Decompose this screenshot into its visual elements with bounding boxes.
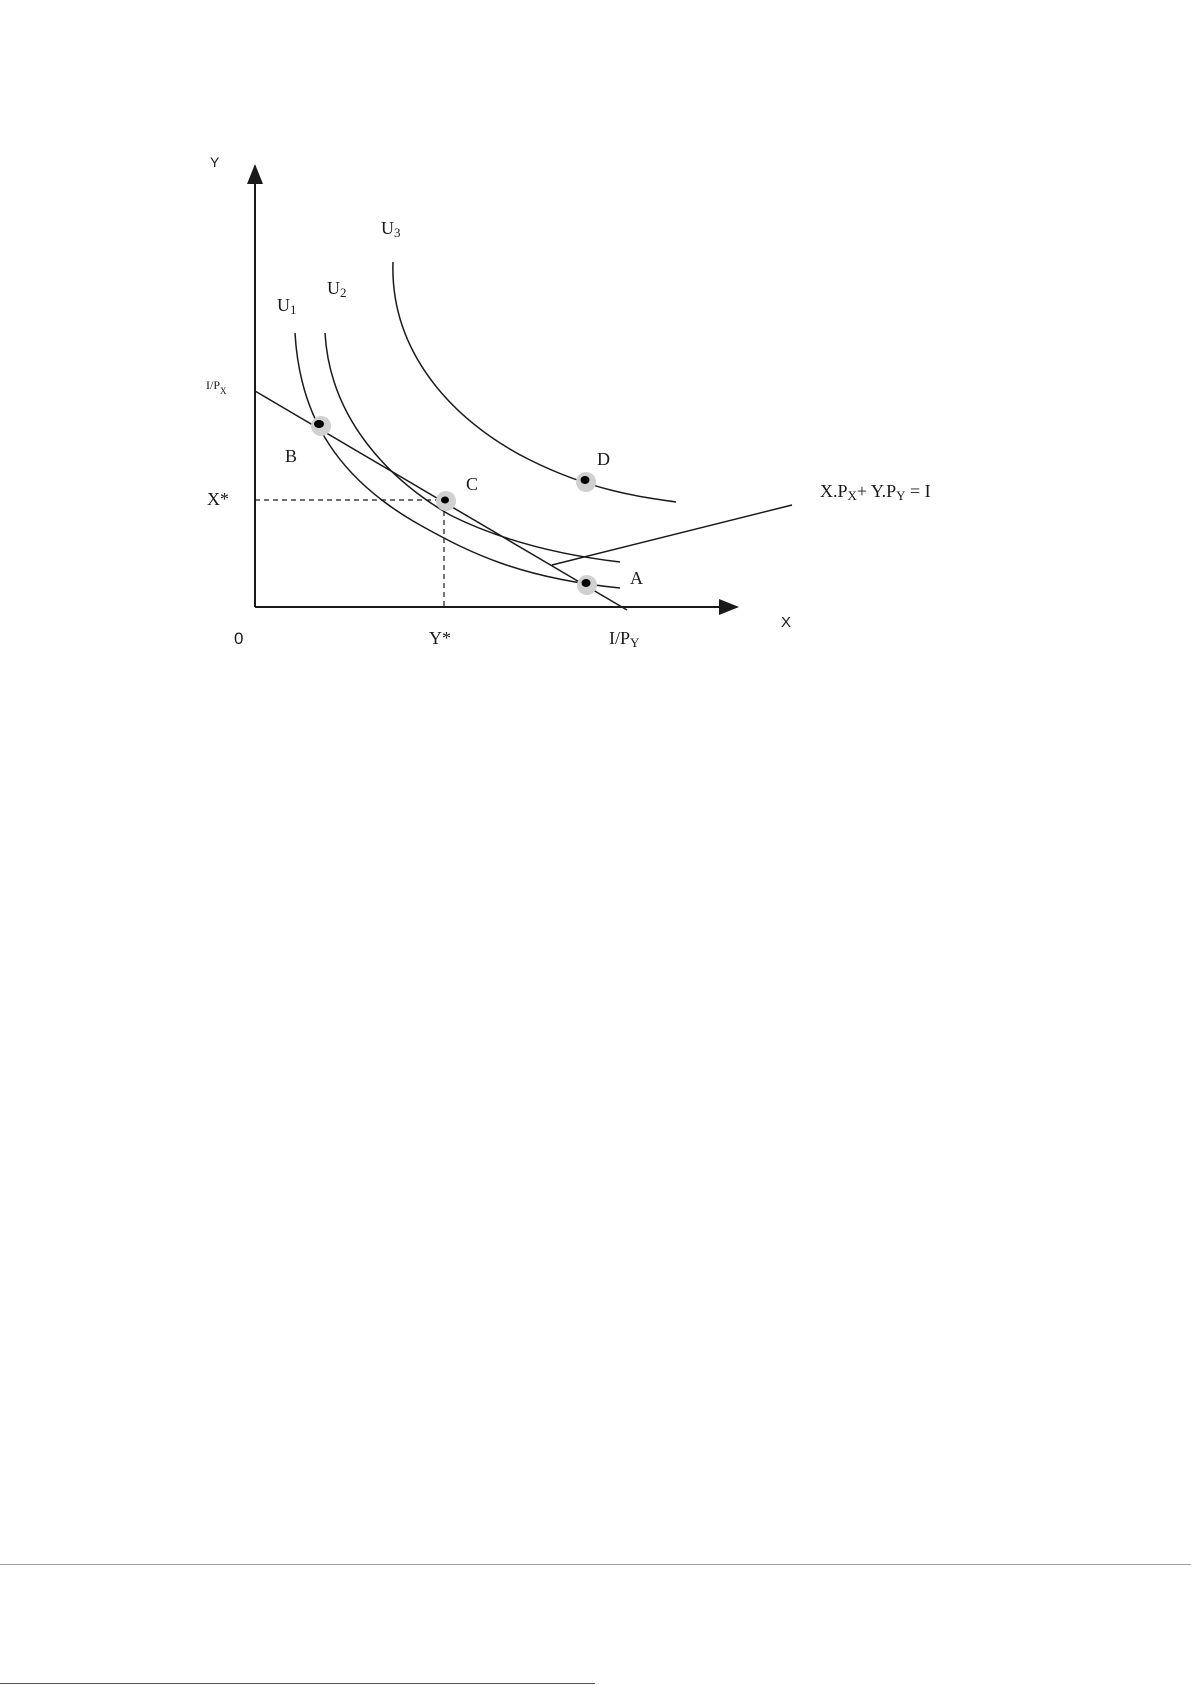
point-a-marker xyxy=(577,575,597,595)
budget-equation-label: X.PX+ Y.PY = I xyxy=(820,481,931,503)
point-d-marker xyxy=(576,472,596,492)
y-star-label: Y* xyxy=(429,628,451,648)
point-label-b: B xyxy=(285,446,298,466)
page-bottom-rule xyxy=(0,1564,1191,1565)
budget-equation-leader xyxy=(552,505,792,565)
indifference-curve-u3 xyxy=(393,262,676,502)
point-label-d: D xyxy=(597,449,610,469)
footnote-rule xyxy=(0,1683,595,1684)
point-c-marker xyxy=(436,491,456,511)
x-axis-label: X xyxy=(781,614,792,631)
curve-label-u1: U1 xyxy=(277,295,297,317)
point-b-marker xyxy=(311,416,331,436)
y-intercept-label: $I/P_X$ xyxy=(206,378,227,396)
indifference-curve-u1 xyxy=(295,333,620,588)
curve-label-u3: U3 xyxy=(381,218,401,240)
origin-label: 0 xyxy=(234,629,244,648)
x-intercept-label: I/PY xyxy=(609,628,640,650)
point-label-c: C xyxy=(466,474,479,494)
point-label-a: A xyxy=(630,568,643,588)
x-star-label: X* xyxy=(207,489,229,509)
curve-label-u2: U2 xyxy=(327,278,347,300)
y-axis-label: Y xyxy=(210,154,220,170)
indifference-curve-u2 xyxy=(325,333,620,562)
